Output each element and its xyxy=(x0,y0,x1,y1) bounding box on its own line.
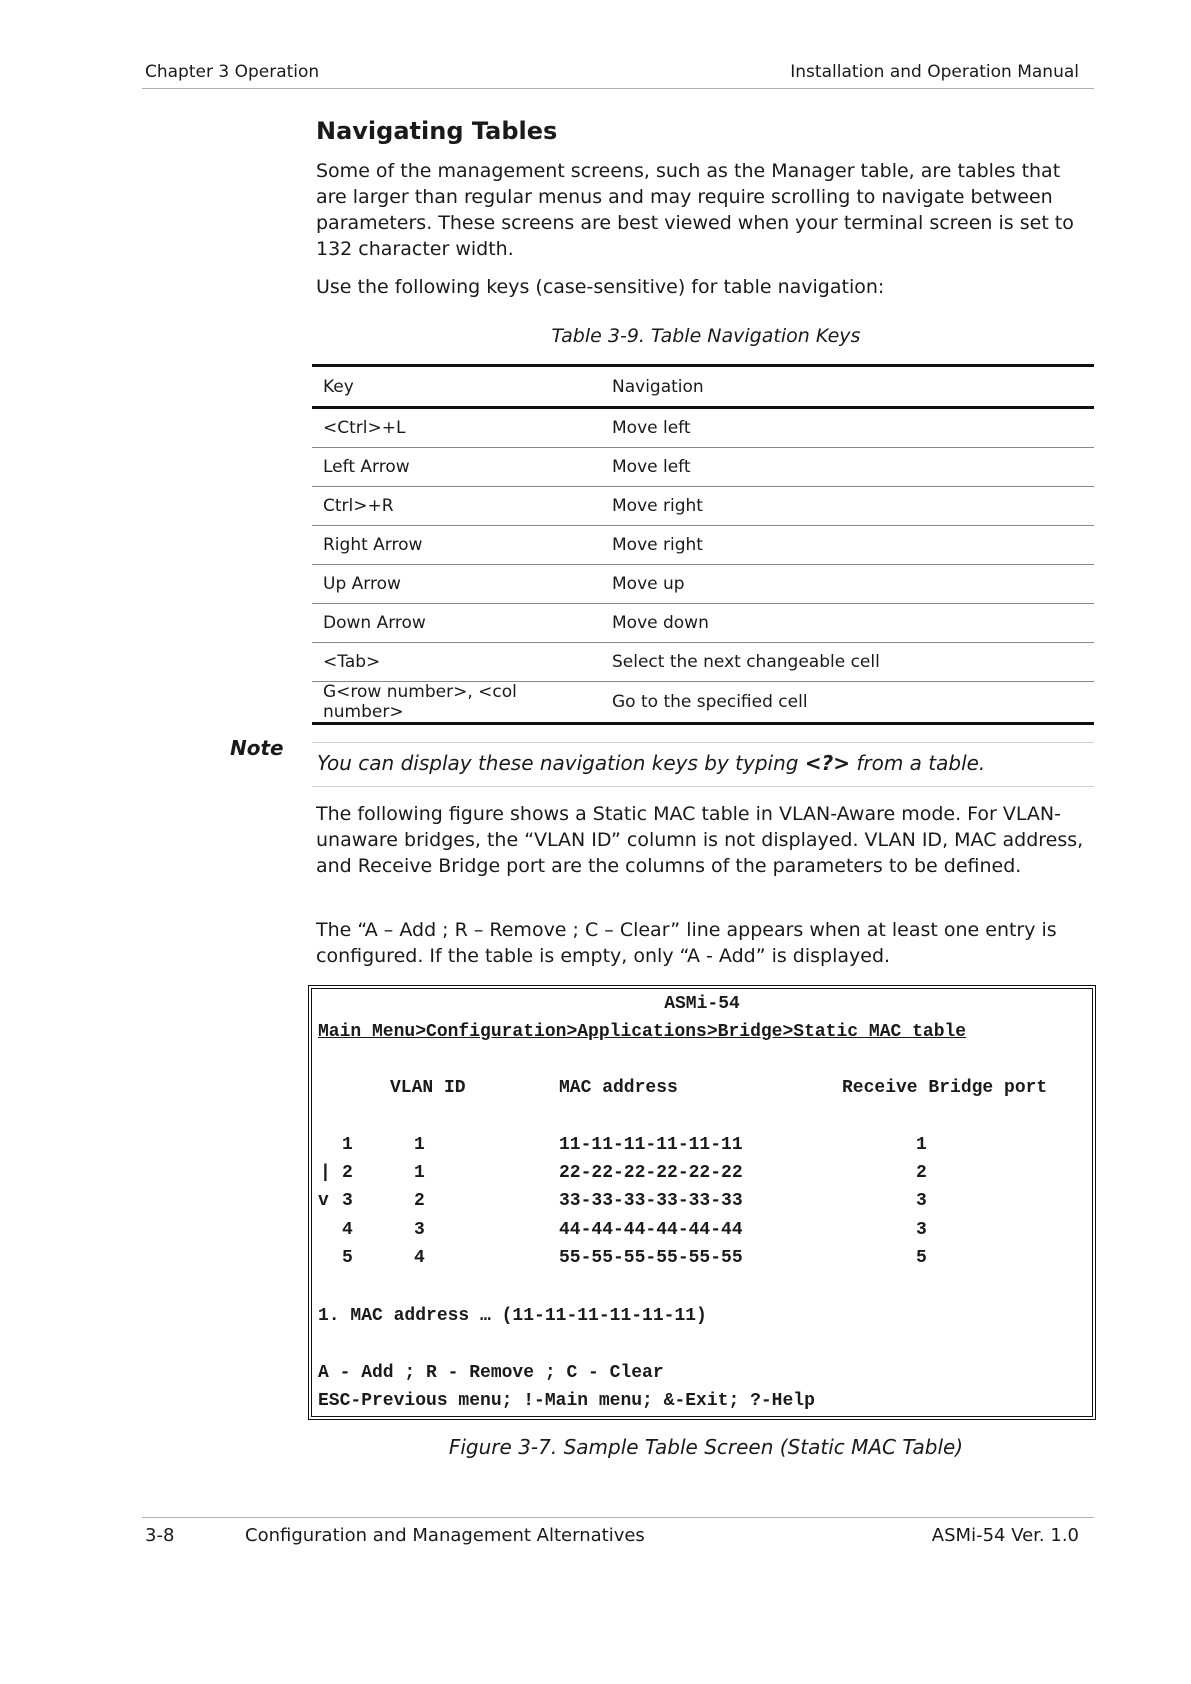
add-remove-paragraph: The “A – Add ; R – Remove ; C – Clear” line appears when at least one entry is configured. If the table is empty, only “A - Add” is displayed. xyxy=(316,919,1057,967)
row-vlan-id: 4 xyxy=(414,1248,425,1268)
row-receive-port: 3 xyxy=(916,1220,927,1240)
note-label: Note xyxy=(230,736,284,760)
row-index: 4 xyxy=(342,1220,353,1240)
table-row xyxy=(312,565,1094,604)
static-mac-paragraph: The following figure shows a Static MAC table in VLAN-Aware mode. For VLAN-unaware bridges, the “VLAN ID” column is not displayed. VLAN ID, MAC address, and Receive Bridge port are the columns of the parameters to be defined. xyxy=(316,803,1084,877)
table-caption: Table 3-9. Table Navigation Keys xyxy=(551,325,861,347)
navigation-cell: Move right xyxy=(601,487,1094,526)
figure-caption: Figure 3-7. Sample Table Screen (Static MAC Table) xyxy=(448,1435,964,1459)
key-cell: Up Arrow xyxy=(312,565,601,604)
section-title: Navigating Tables xyxy=(316,117,558,145)
keys-intro-paragraph: Use the following keys (case-sensitive) for table navigation: xyxy=(316,276,885,298)
key-cell: Ctrl>+R xyxy=(312,487,601,526)
table-row xyxy=(312,604,1094,643)
navigation-cell: Go to the specified cell xyxy=(601,682,1094,724)
header-manual-title: Installation and Operation Manual xyxy=(790,62,1079,82)
table-row xyxy=(312,643,1094,682)
key-cell: Down Arrow xyxy=(312,604,601,643)
row-vlan-id: 1 xyxy=(414,1135,425,1155)
header-divider xyxy=(142,88,1094,89)
row-index: 5 xyxy=(342,1248,353,1268)
note-box xyxy=(312,742,1094,787)
row-receive-port: 1 xyxy=(916,1135,927,1155)
row-marker: | xyxy=(320,1163,331,1183)
row-vlan-id: 1 xyxy=(414,1163,425,1183)
header-chapter: Chapter 3 Operation xyxy=(145,62,320,82)
row-mac-address: 11-11-11-11-11-11 xyxy=(559,1135,743,1155)
terminal-title: ASMi-54 xyxy=(664,994,740,1014)
row-index: 2 xyxy=(342,1163,353,1183)
row-mac-address: 33-33-33-33-33-33 xyxy=(559,1191,743,1211)
table-row xyxy=(312,682,1094,724)
row-mac-address: 22-22-22-22-22-22 xyxy=(559,1163,743,1183)
terminal-column-vlan-id: VLAN ID xyxy=(390,1078,466,1098)
terminal-menu-path: Main Menu>Configuration>Applications>Bridge>Static MAC table xyxy=(318,1022,967,1042)
navigation-cell: Move up xyxy=(601,565,1094,604)
row-marker: v xyxy=(318,1191,329,1211)
table-row xyxy=(312,487,1094,526)
footer-page-number: 3-8 xyxy=(145,1525,175,1546)
row-mac-address: 55-55-55-55-55-55 xyxy=(559,1248,743,1268)
row-vlan-id: 2 xyxy=(414,1191,425,1211)
navigation-cell: Move down xyxy=(601,604,1094,643)
terminal-column-receive-port: Receive Bridge port xyxy=(842,1078,1048,1098)
row-vlan-id: 3 xyxy=(414,1220,425,1240)
terminal-screen xyxy=(308,985,1096,1420)
footer-product: ASMi-54 Ver. 1.0 xyxy=(931,1525,1079,1546)
note-text-before: You can display these navigation keys by typing xyxy=(317,751,805,775)
key-cell: <Tab> xyxy=(312,643,601,682)
key-cell: G<row number>, <col number> xyxy=(312,682,601,724)
column-header-key: Key xyxy=(312,366,601,408)
table-header-row xyxy=(312,366,1094,408)
terminal-field-line: 1. MAC address … (11-11-11-11-11-11) xyxy=(318,1306,707,1326)
terminal-actions-line: A - Add ; R - Remove ; C - Clear xyxy=(318,1363,664,1383)
footer-divider xyxy=(142,1517,1094,1518)
note-text-after: from a table. xyxy=(849,751,986,775)
intro-paragraph: Some of the management screens, such as the Manager table, are tables that are larger than regular menus and may require scrolling to navigate between parameters. These screens are best viewed when your terminal screen is set to 132 character width. xyxy=(316,160,1074,260)
table-row xyxy=(312,526,1094,565)
row-index: 3 xyxy=(342,1191,353,1211)
terminal-help-line: ESC-Previous menu; !-Main menu; &-Exit; ?-Help xyxy=(318,1391,815,1411)
row-receive-port: 2 xyxy=(916,1163,927,1183)
row-receive-port: 5 xyxy=(916,1248,927,1268)
column-header-navigation: Navigation xyxy=(601,366,1094,408)
navigation-cell: Move right xyxy=(601,526,1094,565)
navigation-keys-table xyxy=(312,364,1094,725)
note-text xyxy=(317,751,985,775)
note-key: <?> xyxy=(804,751,850,775)
row-receive-port: 3 xyxy=(916,1191,927,1211)
terminal-column-mac-address: MAC address xyxy=(559,1078,678,1098)
navigation-cell: Select the next changeable cell xyxy=(601,643,1094,682)
key-cell: Left Arrow xyxy=(312,448,601,487)
footer-chapter-title: Configuration and Management Alternatives xyxy=(245,1525,645,1546)
row-mac-address: 44-44-44-44-44-44 xyxy=(559,1220,743,1240)
table-row xyxy=(312,408,1094,448)
row-index: 1 xyxy=(342,1135,353,1155)
table-row xyxy=(312,448,1094,487)
key-cell: Right Arrow xyxy=(312,526,601,565)
navigation-cell: Move left xyxy=(601,408,1094,448)
key-cell: <Ctrl>+L xyxy=(312,408,601,448)
navigation-cell: Move left xyxy=(601,448,1094,487)
